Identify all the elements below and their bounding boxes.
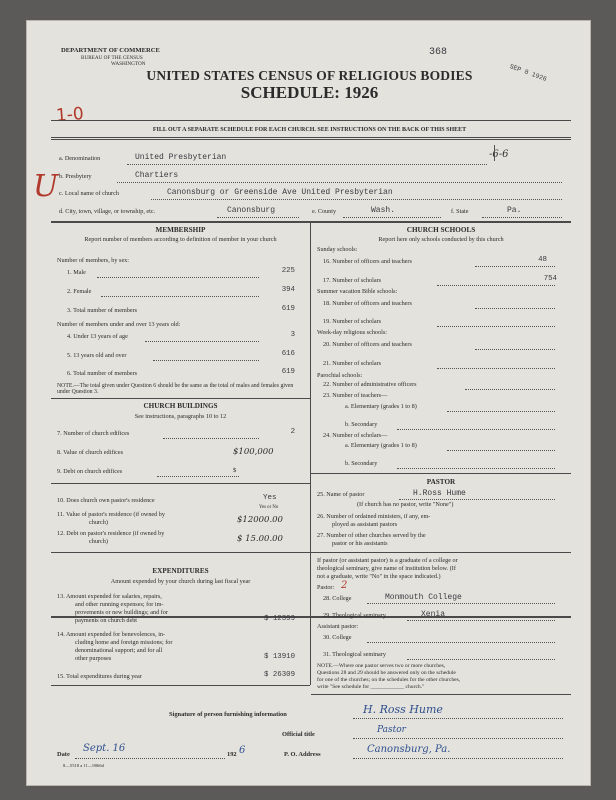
county-value: Wash. — [371, 206, 396, 215]
q2-value: 394 — [281, 286, 295, 294]
q24b-label: b. Secondary — [345, 460, 378, 467]
q16-label: 16. Number of officers and teachers — [323, 258, 412, 265]
date-label: Date — [57, 751, 70, 758]
official-title-value: Pastor — [377, 725, 406, 735]
schedule-number: 368 — [429, 47, 448, 58]
form-instruction: FILL OUT A SEPARATE SCHEDULE FOR EACH CHURCH. SEE INSTRUCTIONS ON THE BACK OF THIS SHEET — [152, 127, 467, 133]
q12-value: $ 15.00.00 — [237, 534, 283, 544]
q23a-label: a. Elementary (grades 1 to 8) — [345, 403, 417, 410]
q17-label: 17. Number of scholars — [323, 277, 382, 284]
q9-label: 9. Debt on church edifices — [57, 468, 123, 475]
q5-label: 5. 13 years old and over — [67, 352, 127, 359]
received-stamp: SEP 8 1926 — [508, 63, 548, 83]
q14-line1: 14. Amount expended for benevolences, in- — [57, 631, 166, 638]
q3-label: 3. Total number of members — [67, 307, 138, 314]
pastor-instruction-3: not a graduate, write "No" in the space indicated.) — [317, 573, 441, 580]
summer-label: Summer vacation Bible schools: — [317, 288, 398, 295]
bureau-city: WASHINGTON — [111, 61, 146, 67]
q11-value: $12000.00 — [237, 515, 283, 525]
q25-value: H.Ross Hume — [413, 489, 466, 498]
q1-label: 1. Male — [67, 269, 86, 276]
q8-label: 8. Value of church edifices — [57, 449, 124, 456]
q22-label: 22. Number of administrative officers — [323, 381, 417, 388]
q18-label: 18. Number of officers and teachers — [323, 300, 412, 307]
q3-value: 619 — [281, 305, 295, 313]
q14-line3: denominational support; and for all — [75, 647, 163, 654]
q14-line2: cluding home and foreign missions; for — [75, 639, 173, 646]
red-u-mark: U — [33, 169, 59, 204]
po-address-value: Canonsburg, Pa. — [367, 744, 451, 755]
q1-value: 225 — [281, 267, 295, 275]
local-name-label: c. Local name of church — [59, 190, 119, 197]
q9-value: $ — [233, 467, 237, 474]
state-value: Pa. — [507, 206, 522, 215]
code-mark: -6-6 — [489, 149, 509, 160]
presbytery-label: b. Presbytery — [59, 173, 92, 180]
q28-label: 28. College — [323, 595, 352, 602]
year-value: 6 — [239, 745, 246, 756]
official-title-label: Official title — [282, 731, 315, 738]
buildings-title: CHURCH BUILDINGS — [143, 402, 218, 410]
pastor-instruction-1: If pastor (or assistant pastor) is a graduate of a college or — [317, 557, 458, 564]
by-sex-label: Number of members, by sex: — [57, 257, 129, 264]
q7-value: 2 — [290, 428, 295, 436]
membership-note: NOTE.—The total given under Question 6 should be the same as the total of males and females given under Question 3. — [57, 383, 294, 396]
yes-no-hint: Yes or No — [259, 505, 279, 510]
q13-line1: 13. Amount expended for salaries, repairs, — [57, 593, 162, 600]
pastor-note-2: Questions 28 and 29 should be answered only on the schedule — [317, 670, 456, 676]
q19-label: 19. Number of scholars — [323, 318, 382, 325]
city-value: Canonsburg — [227, 206, 276, 215]
q7-label: 7. Number of church edifices — [57, 430, 130, 437]
q28-value: Monmouth College — [385, 593, 462, 602]
red-handwritten-mark: 1-0 — [55, 104, 85, 126]
presbytery-value: Chartiers — [135, 171, 179, 180]
signature-label: Signature of person furnishing information — [169, 711, 287, 718]
q16-value: 48 — [538, 256, 547, 264]
pastor-note-1: NOTE.—Where one pastor serves two or more churches, — [317, 663, 446, 669]
pastor-note-3: for one of the churches; on the schedules for the other churches, — [317, 677, 461, 683]
print-codes: 8—5518 a 11—9066d — [63, 763, 104, 768]
census-schedule-page — [26, 20, 591, 786]
pastor-title: PASTOR — [426, 478, 456, 486]
q4-value: 3 — [290, 331, 295, 339]
pastor-label: Pastor: — [317, 584, 335, 591]
q20-label: 20. Number of officers and teachers — [323, 341, 412, 348]
parochial-label: Parochial schools: — [317, 372, 363, 379]
q26-line1: 26. Number of ordained ministers, if any, em- — [317, 513, 431, 520]
q25-label: 25. Name of pastor — [317, 491, 365, 498]
buildings-subtitle: See instructions, paragraphs 10 to 12 — [134, 413, 227, 420]
q29-label: 29. Theological seminary — [323, 612, 386, 619]
q25-note: (If church has no pastor, write "None") — [357, 501, 454, 508]
q11-label-cont: church) — [89, 519, 108, 526]
dept-name: DEPARTMENT OF COMMERCE — [61, 47, 160, 54]
q17-value: 754 — [543, 275, 557, 283]
sunday-label: Sunday schools: — [317, 246, 358, 253]
q24-label: 24. Number of scholars— — [323, 432, 388, 439]
weekday-label: Week-day religious schools: — [317, 329, 387, 336]
q10-label: 10. Does church own pastor's residence — [57, 497, 155, 504]
q14-line4: other purposes — [75, 655, 112, 662]
q23b-label: b. Secondary — [345, 421, 378, 428]
membership-title: MEMBERSHIP — [155, 226, 206, 234]
q30-label: 30. College — [323, 634, 352, 641]
q6-label: 6. Total number of members — [67, 370, 138, 377]
q10-value: Yes — [263, 494, 277, 502]
date-value: Sept. 16 — [83, 743, 126, 754]
pastor-note-4: write "See schedule for ____________ church." — [317, 684, 425, 690]
q26-line2: ployed as assistant pastors — [332, 521, 398, 528]
assistant-label: Assistant pastor: — [317, 623, 359, 630]
q29-value: Xenia — [421, 610, 446, 619]
q15-value: $ 26309 — [263, 671, 295, 679]
q14-value: $ 13910 — [263, 653, 295, 661]
city-label: d. City, town, village, or township, etc. — [59, 208, 156, 215]
signature-value: H. Ross Hume — [363, 703, 443, 716]
q8-value: $100,000 — [233, 447, 274, 457]
bureau-name: BUREAU OF THE CENSUS — [81, 55, 143, 61]
q13-line2: and other running expenses; for im- — [75, 601, 164, 608]
form-title: UNITED STATES CENSUS OF RELIGIOUS BODIES — [146, 68, 473, 83]
expenditures-title: EXPENDITURES — [152, 567, 209, 575]
q4-label: 4. Under 13 years of age — [67, 333, 128, 340]
form-schedule: SCHEDULE: 1926 — [240, 83, 379, 102]
expenditures-subtitle: Amount expended by your church during last fiscal year — [110, 578, 251, 585]
q13-line4: payments on church debt — [75, 617, 138, 624]
q27-line1: 27. Number of other churches served by the — [317, 532, 426, 539]
q11-label: 11. Value of pastor's residence (if owned by — [57, 511, 165, 518]
q31-label: 31. Theological seminary — [323, 651, 386, 658]
county-label: e. County — [312, 208, 337, 215]
year-prefix: 192 — [227, 751, 237, 758]
denomination-value: United Presbyterian — [135, 153, 227, 162]
q12-label-cont: church) — [89, 538, 108, 545]
q15-label: 15. Total expenditures during year — [57, 673, 142, 680]
q21-label: 21. Number of scholars — [323, 360, 382, 367]
q6-value: 619 — [281, 368, 295, 376]
q5-value: 616 — [281, 350, 295, 358]
schools-subtitle: Report here only schools conducted by this church — [378, 236, 504, 243]
pastor-instruction-2: theological seminary, give name of institution below. (If — [317, 565, 456, 572]
membership-subtitle: Report number of members according to definition of member in your church — [84, 236, 277, 243]
q12-label: 12. Debt on pastor's residence (if owned by — [57, 530, 165, 537]
schools-title: CHURCH SCHOOLS — [406, 226, 476, 234]
q13-line3: provements or new buildings; and for — [75, 609, 168, 616]
denomination-label: a. Denomination — [59, 155, 101, 162]
q27-line2: pastor or his assistants — [332, 540, 388, 547]
q2-label: 2. Female — [67, 288, 92, 295]
po-address-label: P. O. Address — [284, 751, 321, 758]
pastor-mark: 2 — [341, 580, 348, 591]
age-header: Number of members under and over 13 years old: — [57, 321, 181, 328]
state-label: f. State — [451, 208, 469, 215]
local-name-value: Canonsburg or Greenside Ave United Presbyterian — [167, 188, 393, 197]
q23-label: 23. Number of teachers— — [323, 392, 388, 399]
q24a-label: a. Elementary (grades 1 to 8) — [345, 442, 417, 449]
q13-value: $ 12399 — [263, 615, 295, 623]
